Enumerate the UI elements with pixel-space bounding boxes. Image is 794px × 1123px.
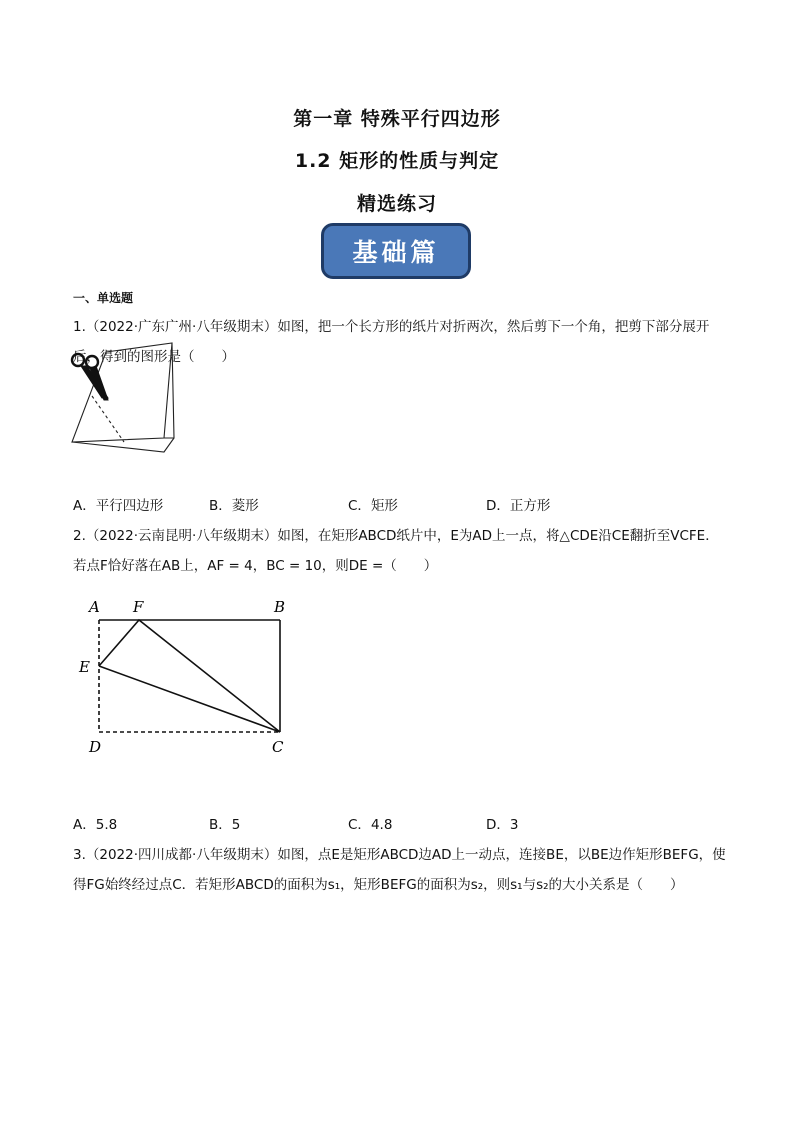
question-2-options [73,813,723,833]
option-b[interactable]: B．菱形 [209,498,259,514]
part-heading: 一、单选题 [73,291,134,305]
question-1-stem: 1.（2022·广东广州·八年级期末）如图，把一个长方形的纸片对折两次，然后剪下一个角，把剪下部分展开后，得到的图形是（ ） [73,319,710,365]
section-title: 1.2 矩形的性质与判定 [294,150,500,172]
label-c: C [272,738,284,756]
option-c[interactable]: C．矩形 [348,498,398,514]
question-1-figure [68,338,180,458]
option-b[interactable]: B．5 [209,817,241,833]
option-d[interactable]: D．3 [486,817,519,833]
question-2-figure [75,596,300,756]
option-d[interactable]: D．正方形 [486,498,551,514]
label-e: E [79,658,90,676]
triangle-cfe [99,620,280,732]
option-c[interactable]: C．4.8 [348,817,393,833]
level-badge: 基础篇 [321,223,471,279]
label-a: A [89,598,100,616]
question-1-options [73,494,723,514]
chapter-title: 第一章 特殊平行四边形 [293,108,501,130]
practice-subtitle: 精选练习 [356,193,437,215]
question-2-stem: 2.（2022·云南昆明·八年级期末）如图，在矩形ABCD纸片中，E为AD上一点，将△CDE沿CE翻折至VCFE．若点F恰好落在AB上，AF = 4，BC = 10，则DE =（ ） [73,528,719,574]
question-3-stem: 3.（2022·四川成都·八年级期末）如图，点E是矩形ABCD边AD上一动点，连接BE，以BE边作矩形BEFG，使得FG始终经过点C．若矩形ABCD的面积为s₁，矩形BEFG的面积为s₂，则s₁与s₂的大小关系是（ ） [73,847,726,893]
option-a[interactable]: A．5.8 [73,817,118,833]
option-a[interactable]: A．平行四边形 [73,498,164,514]
label-f: F [133,598,144,616]
label-b: B [274,598,286,616]
label-d: D [89,738,102,756]
